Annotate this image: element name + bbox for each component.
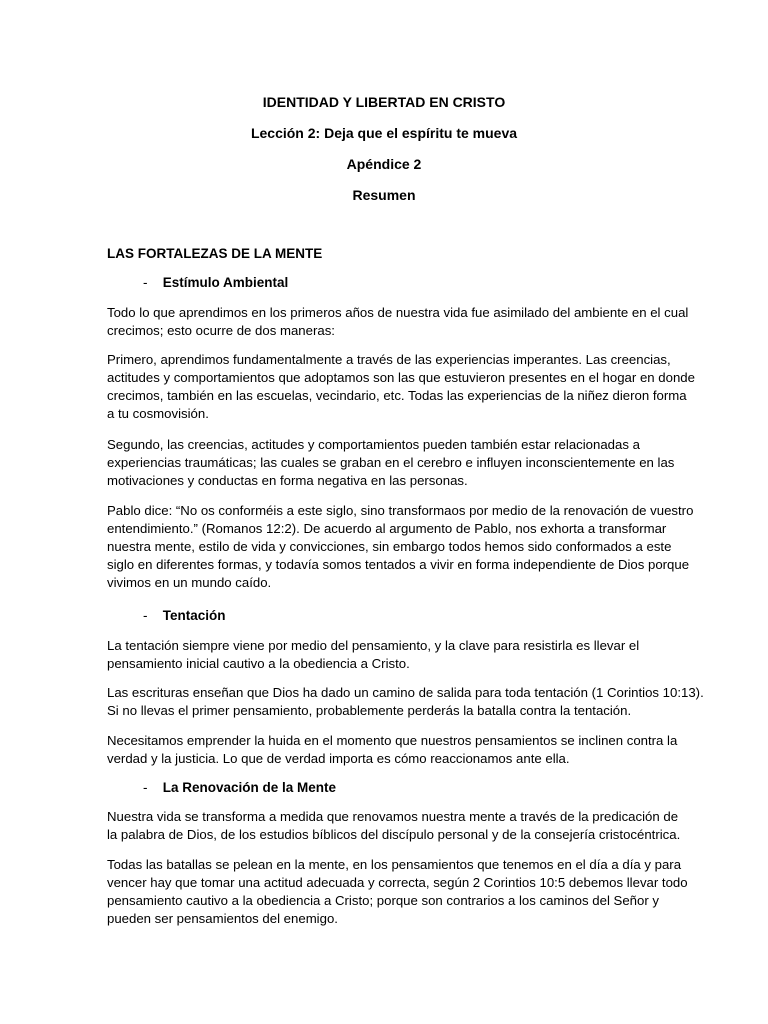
subsection-title: Estímulo Ambiental: [162, 275, 289, 290]
paragraph-line: crecimos, también en las escuelas, vecindario, etc. Todas las experiencias de la niñez dieron forma: [107, 388, 687, 403]
paragraph: [107, 637, 662, 673]
paragraph: [107, 808, 681, 844]
paragraph: [107, 436, 675, 490]
paragraph-line: pensamiento cautivo a la obediencia a Cristo; porque son contrarios a los caminos del Señor y: [107, 893, 659, 908]
paragraph: [107, 304, 689, 340]
bullet-dash: -: [143, 275, 148, 290]
section-heading: LAS FORTALEZAS DE LA MENTE: [107, 246, 323, 261]
bullet-dash: -: [143, 608, 148, 623]
lesson-title: Lección 2: Deja que el espíritu te mueva: [250, 125, 518, 141]
summary-label: Resumen: [352, 187, 416, 203]
paragraph-line: nuestra mente, estilo de vida y convicciones, sin embargo todos hemos sido conformados a este: [107, 539, 672, 554]
paragraph-line: motivaciones y conductas en forma negativa en las personas.: [107, 473, 468, 488]
appendix-label: Apéndice 2: [346, 156, 422, 172]
paragraph-line: experiencias traumáticas; las cuales se graban en el cerebro e influyen inconscientemente en las: [107, 455, 675, 470]
paragraph-line: verdad y la justicia. Lo que de verdad importa es cómo reaccionamos ante ella.: [107, 751, 570, 766]
paragraph-line: Primero, aprendimos fundamentalmente a través de las experiencias imperantes. Las creencias,: [107, 352, 671, 367]
paragraph-line: pueden ser pensamientos del enemigo.: [107, 911, 338, 926]
paragraph-line: Nuestra vida se transforma a medida que renovamos nuestra mente a través de la predicación de: [107, 809, 679, 824]
subsection-heading-estimulo: [143, 274, 288, 292]
paragraph-line: Si no llevas el primer pensamiento, probablemente perderás la batalla contra la tentación.: [107, 703, 632, 718]
paragraph-line: pensamiento inicial cautivo a la obediencia a Cristo.: [107, 656, 410, 671]
paragraph-line: Pablo dice: “No os conforméis a este siglo, sino transformaos por medio de la renovación de vuestro: [107, 503, 694, 518]
paragraph-line: La tentación siempre viene por medio del pensamiento, y la clave para resistirla es llevar el: [107, 638, 640, 653]
paragraph-line: siglo en diferentes formas, y todavía somos tentados a vivir en forma independiente de Dios porque: [107, 557, 690, 572]
paragraph-line: Todo lo que aprendimos en los primeros años de nuestra vida fue asimilado del ambiente en el cual: [107, 305, 689, 320]
paragraph: [107, 684, 704, 720]
paragraph-line: crecimos; esto ocurre de dos maneras:: [107, 323, 335, 338]
document-title: IDENTIDAD Y LIBERTAD EN CRISTO: [262, 94, 506, 110]
paragraph-line: vencer hay que tomar una actitud adecuada y correcta, según 2 Corintios 10:5 debemos llevar todo: [107, 875, 688, 890]
bullet-dash: -: [143, 780, 148, 795]
paragraph: [107, 856, 688, 928]
paragraph-line: Necesitamos emprender la huida en el momento que nuestros pensamientos se inclinen contra la: [107, 733, 678, 748]
paragraph-line: Las escrituras enseñan que Dios ha dado un camino de salida para toda tentación (1 Corintios 10:13).: [107, 685, 704, 700]
subsection-title: Tentación: [162, 608, 226, 623]
paragraph-line: a tu cosmovisión.: [107, 406, 209, 421]
paragraph: [107, 351, 695, 423]
paragraph: [107, 502, 694, 592]
subsection-title: La Renovación de la Mente: [162, 780, 337, 795]
paragraph-line: actitudes y comportamientos que adoptamos son las que estuvieron presentes en el hogar en donde: [107, 370, 695, 385]
paragraph: [107, 732, 678, 768]
paragraph-line: Todas las batallas se pelean en la mente, en los pensamientos que tenemos en el día a día y para: [107, 857, 682, 872]
paragraph-line: entendimiento.” (Romanos 12:2). De acuerdo al argumento de Pablo, nos exhorta a transformar: [107, 521, 667, 536]
subsection-heading-tentacion: [143, 607, 226, 625]
subsection-heading-renovacion: [143, 779, 336, 797]
paragraph-line: vivimos en un mundo caído.: [107, 575, 272, 590]
paragraph-line: Segundo, las creencias, actitudes y comportamientos pueden también estar relacionadas a: [107, 437, 640, 452]
paragraph-line: la palabra de Dios, de los estudios bíblicos del discípulo personal y de la consejería cristocéntrica.: [107, 827, 681, 842]
